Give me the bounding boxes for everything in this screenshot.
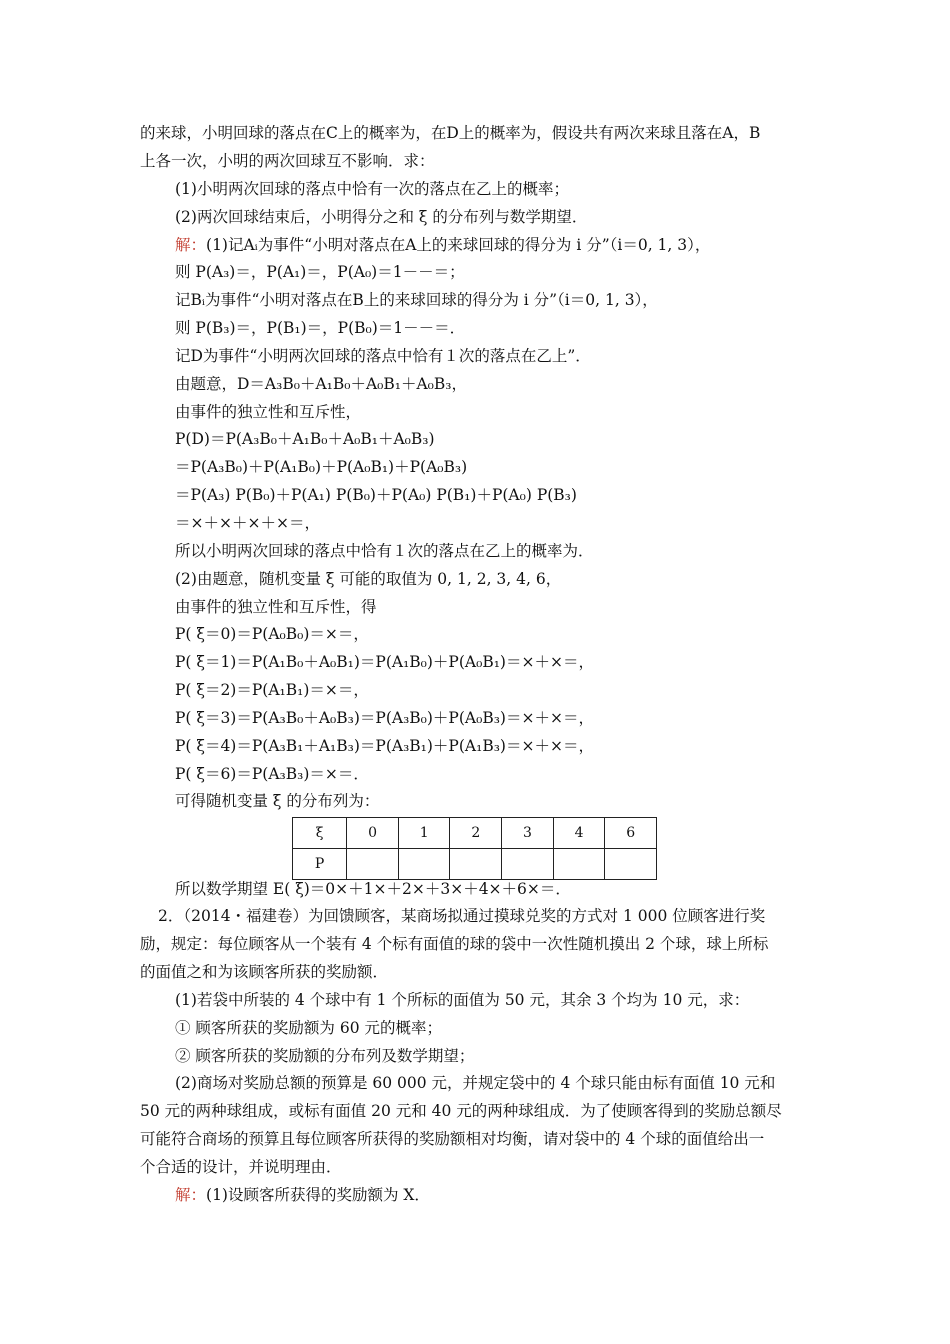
table-cell [398,849,450,880]
table-cell [347,849,399,880]
table-cell: 0 [347,818,399,849]
text-line: 可得随机变量 ξ 的分布列为： [175,792,380,810]
text-line: 励，规定：每位顾客从一个装有 4 个标有面值的球的袋中一次性随机摸出 2 个球，球上所标 [140,935,769,953]
text-line: 记Bᵢ为事件“小明对落点在B上的来球回球的得分为 i 分”（i＝0, 1, 3）， [175,291,658,309]
table-cell [553,849,605,880]
text-line: 所以小明两次回球的落点中恰有１次的落点在乙上的概率为． [175,542,594,560]
text-line: 由题意，D＝A₃B₀＋A₁B₀＋A₀B₁＋A₀B₃， [175,375,467,393]
formula-line: P( ξ＝2)＝P(A₁B₁)＝×＝， [175,681,369,699]
text-line: 则 P(B₃)＝，P(B₁)＝，P(B₀)＝1－－＝． [175,319,466,337]
table-cell: 3 [502,818,554,849]
formula-line: P(D)＝P(A₃B₀＋A₁B₀＋A₀B₁＋A₀B₃) [175,430,435,448]
sub-item: ① 顾客所获的奖励额为 60 元的概率； [175,1019,443,1037]
formula-line: ＝P(A₃B₀)＋P(A₁B₀)＋P(A₀B₁)＋P(A₀B₃) [175,458,468,476]
table-cell: P [293,849,347,880]
formula-line: ＝P(A₃) P(B₀)＋P(A₁) P(B₀)＋P(A₀) P(B₁)＋P(A₀) P(B₃) [175,486,577,504]
table-cell [605,849,657,880]
text-line: 的面值之和为该顾客所获的奖励额． [140,963,389,981]
text-line: 个合适的设计，并说明理由． [140,1158,342,1176]
question-item-2: (2)商场对奖励总额的预算是 60 000 元，并规定袋中的 4 个球只能由标有面值 10 元和 [175,1074,776,1092]
question-item-2: (2)两次回球结束后，小明得分之和 ξ 的分布列与数学期望． [175,208,588,226]
table-row [293,818,657,849]
problem-heading: 2．（2014・福建卷）为回馈顾客，某商场拟通过摸球兑奖的方式对 1 000 位顾客进行奖 [158,907,766,925]
solution-label: 解： [175,1186,207,1204]
solution-line: 解：(1)记Aᵢ为事件“小明对落点在A上的来球回球的得分为 i 分”（i＝0, 1, 3）， [175,236,711,254]
text-line: 所以数学期望 E( ξ)＝0×＋1×＋2×＋3×＋4×＋6×＝． [175,880,571,898]
formula-line: P( ξ＝6)＝P(A₃B₃)＝×＝． [175,765,369,783]
formula-line: P( ξ＝4)＝P(A₃B₁＋A₁B₃)＝P(A₃B₁)＋P(A₁B₃)＝×＋×＝， [175,737,594,755]
text-line: 可能符合商场的预算且每位顾客所获得的奖励额相对均衡，请对袋中的 4 个球的面值给出一 [140,1130,765,1148]
sub-item: ② 顾客所获的奖励额的分布列及数学期望； [175,1047,475,1065]
text-line: 记D为事件“小明两次回球的落点中恰有１次的落点在乙上”． [175,347,591,365]
table-cell [502,849,554,880]
table-cell: ξ [293,818,347,849]
text-line: 则 P(A₃)＝，P(A₁)＝，P(A₀)＝1－－＝； [175,263,465,281]
table-row [293,849,657,880]
formula-line: P( ξ＝0)＝P(A₀B₀)＝×＝， [175,625,369,643]
text-line: (2)由题意，随机变量 ξ 可能的取值为 0, 1, 2, 3, 4, 6， [175,570,562,588]
solution-label: 解： [175,236,207,254]
question-item-1: (1)小明两次回球的落点中恰有一次的落点在乙上的概率； [175,180,569,198]
solution-line: 解：(1)设顾客所获得的奖励额为 X． [175,1186,430,1204]
text-line: 由事件的独立性和互斥性，得 [175,598,377,616]
text-line: 上各一次，小明的两次回球互不影响．求： [140,152,435,170]
text-line: 的来球，小明回球的落点在C上的概率为，在D上的概率为，假设共有两次来球且落在A，B [140,124,761,142]
text-line: 50 元的两种球组成，或标有面值 20 元和 40 元的两种球组成．为了使顾客得到的奖励总额尽 [140,1102,782,1120]
table-cell: 6 [605,818,657,849]
distribution-table [292,817,657,880]
table-cell: 2 [450,818,502,849]
question-item-1: (1)若袋中所装的 4 个球中有 1 个所标的面值为 50 元，其余 3 个均为 10 元，求： [175,991,750,1009]
formula-line: ＝×＋×＋×＋×＝， [175,514,320,532]
table-cell [450,849,502,880]
formula-line: P( ξ＝1)＝P(A₁B₀＋A₀B₁)＝P(A₁B₀)＋P(A₀B₁)＝×＋×＝， [175,653,594,671]
table-cell: 4 [553,818,605,849]
table-cell: 1 [398,818,450,849]
formula-line: P( ξ＝3)＝P(A₃B₀＋A₀B₃)＝P(A₃B₀)＋P(A₀B₃)＝×＋×＝， [175,709,594,727]
text-line: 由事件的独立性和互斥性， [175,403,362,421]
